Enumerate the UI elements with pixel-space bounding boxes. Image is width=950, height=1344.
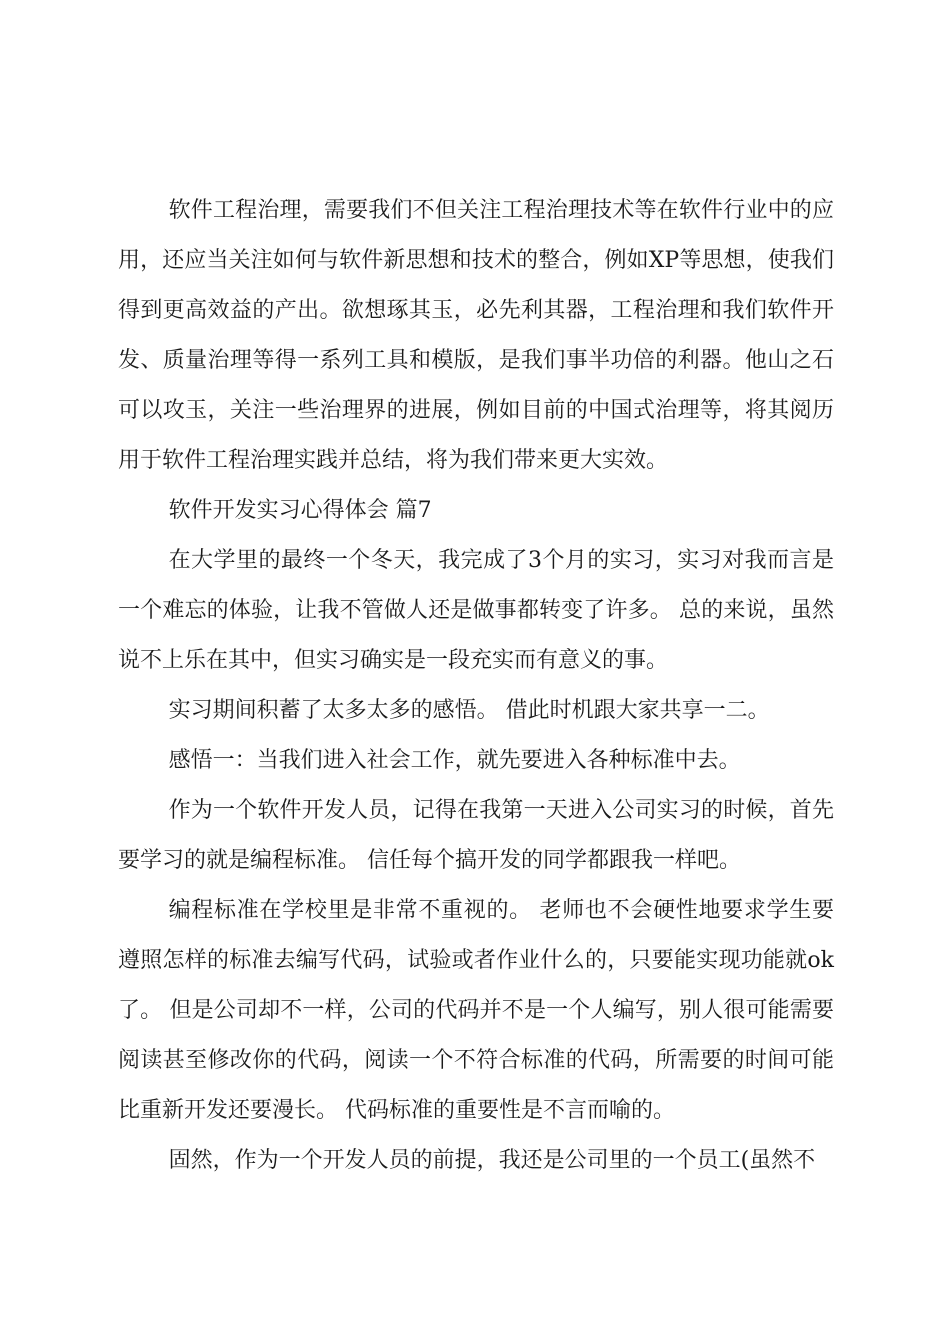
paragraph-project-management: 软件工程治理，需要我们不但关注工程治理技术等在软件行业中的应用，还应当关注如何与软件新思想和技术的整合，例如XP等思想，使我们得到更高效益的产出。欲想琢其玉，必先利其器，工程治理和我们软件开发、质量治理等得一系列工具和模版，是我们事半功倍的利器。他山之石可以攻玉，关注一些治理界的进展，例如目前的中国式治理等，将其阅历用于软件工程治理实践并总结，将为我们带来更大实效。	[118, 198, 834, 473]
paragraph-developer-premise: 固然，作为一个开发人员的前提，我还是公司里的一个员工(虽然不	[168, 1148, 816, 1173]
paragraph-coding-standard-intro: 作为一个软件开发人员，记得在我第一天进入公司实习的时候，首先要学习的就是编程标准。 信任每个搞开发的同学都跟我一样吧。	[118, 798, 834, 873]
section-heading: 软件开发实习心得体会 篇7	[168, 498, 432, 523]
document-body	[118, 186, 834, 1186]
paragraph-insights-intro: 实习期间积蓄了太多太多的感悟。 借此时机跟大家共享一二。	[168, 698, 770, 723]
paragraph-insight-one: 感悟一：当我们进入社会工作，就先要进入各种标准中去。	[168, 748, 741, 773]
paragraph-coding-standard-importance: 编程标准在学校里是非常不重视的。 老师也不会硬性地要求学生要遵照怎样的标准去编写代码，试验或者作业什么的，只要能实现功能就ok了。 但是公司却不一样，公司的代码并不是一个人编写，别人很可能需要阅读甚至修改你的代码，阅读一个不符合标准的代码，所需要的时间可能比重新开发还要漫长。 代码标准的重要性是不言而喻的。	[118, 898, 834, 1123]
paragraph-internship-intro: 在大学里的最终一个冬天，我完成了3个月的实习，实习对我而言是一个难忘的体验，让我不管做人还是做事都转变了许多。 总的来说，虽然说不上乐在其中，但实习确实是一段充实而有意义的事。	[118, 548, 834, 673]
